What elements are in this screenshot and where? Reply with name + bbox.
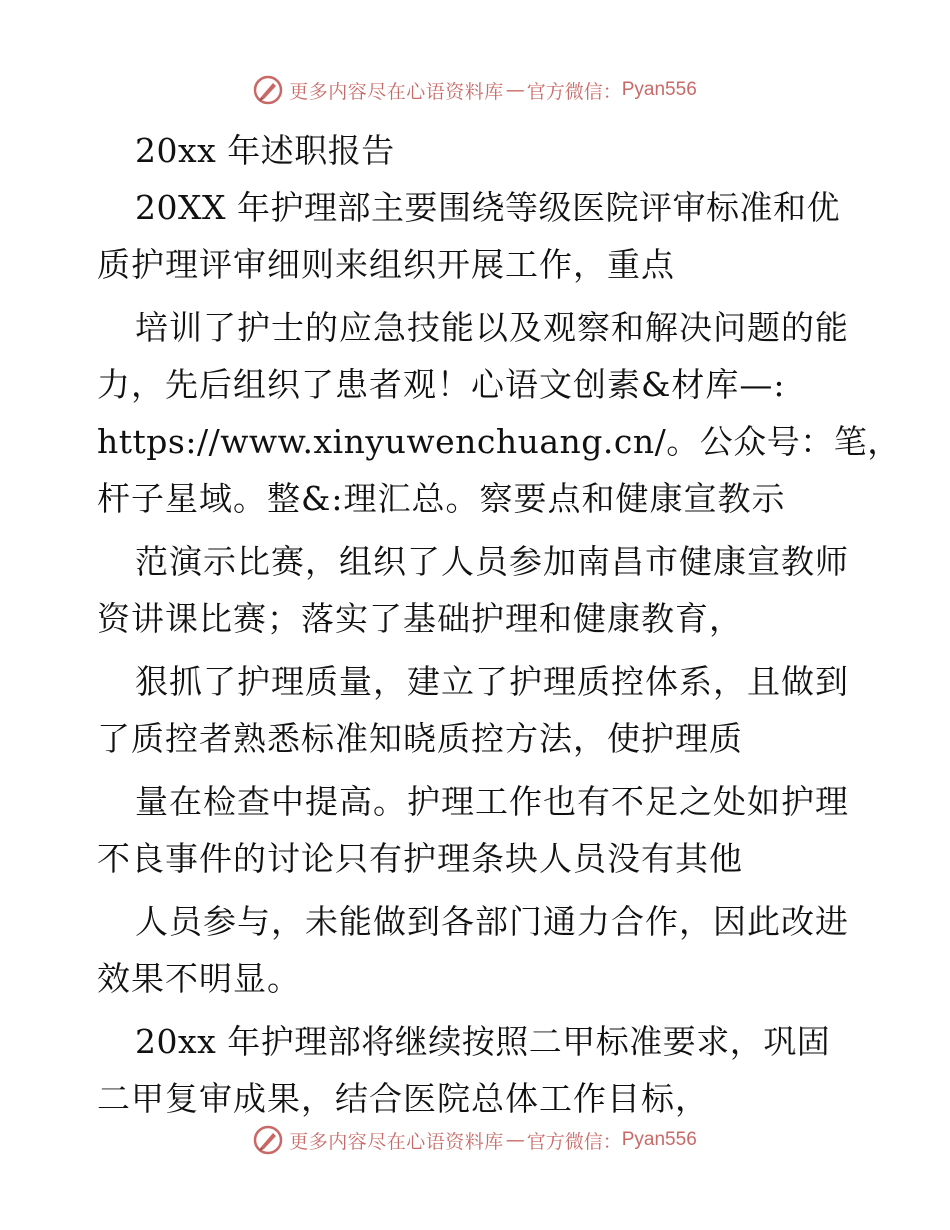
url-line: https://www.xinyuwenchuang.cn/。公众号：笔，	[97, 422, 901, 461]
watermark-wechat-label: 官方微信：	[526, 1130, 622, 1153]
watermark-wechat-id: Pyan556	[621, 79, 697, 100]
paragraph-line: 狠抓了护理质量，建立了护理质控体系，且做到	[135, 662, 849, 701]
document-body	[97, 122, 901, 1127]
footer-watermark	[0, 1120, 950, 1160]
paragraph-line: 资讲课比赛；落实了基础护理和健康教育，	[97, 599, 743, 638]
pen-logo-icon	[253, 1125, 283, 1155]
pen-logo-icon	[253, 75, 283, 105]
paragraph-line: 杆子星域。整&:理汇总。察要点和健康宣教示	[97, 479, 786, 518]
paragraph-line: 二甲复审成果，结合医院总体工作目标，	[97, 1079, 709, 1118]
watermark-dash: —	[505, 79, 525, 101]
watermark-main-text: 更多内容尽在心语资料库	[289, 1130, 504, 1153]
paragraph-line: 范演示比赛，组织了人员参加南昌市健康宣教师	[135, 542, 849, 581]
paragraph-line: 20xx 年护理部将继续按照二甲标准要求，巩固	[135, 1022, 831, 1061]
paragraph-line: 力，先后组织了患者观！心语文创素&材库—:	[97, 365, 786, 404]
paragraph-line: 效果不明显。	[97, 959, 301, 998]
paragraph-line: 人员参与，未能做到各部门通力合作，因此改进	[135, 902, 849, 941]
paragraph-line: 不良事件的讨论只有护理条块人员没有其他	[97, 839, 743, 878]
paragraph-line: 量在检查中提高。护理工作也有不足之处如护理	[135, 782, 849, 821]
watermark-wechat-label: 官方微信：	[526, 80, 622, 103]
paragraph-line: 培训了护士的应急技能以及观察和解决问题的能	[135, 308, 849, 347]
watermark-dash: —	[505, 1129, 525, 1151]
paragraph-line: 质护理评审细则来组织开展工作，重点	[97, 245, 675, 284]
watermark-main-text: 更多内容尽在心语资料库	[289, 80, 504, 103]
document-title: 20xx 年述职报告	[135, 131, 395, 170]
watermark-wechat-id: Pyan556	[621, 1129, 697, 1150]
header-watermark	[0, 70, 950, 110]
paragraph-line: 20XX 年护理部主要围绕等级医院评审标准和优	[135, 188, 840, 227]
paragraph-line: 了质控者熟悉标准知晓质控方法，使护理质	[97, 719, 743, 758]
